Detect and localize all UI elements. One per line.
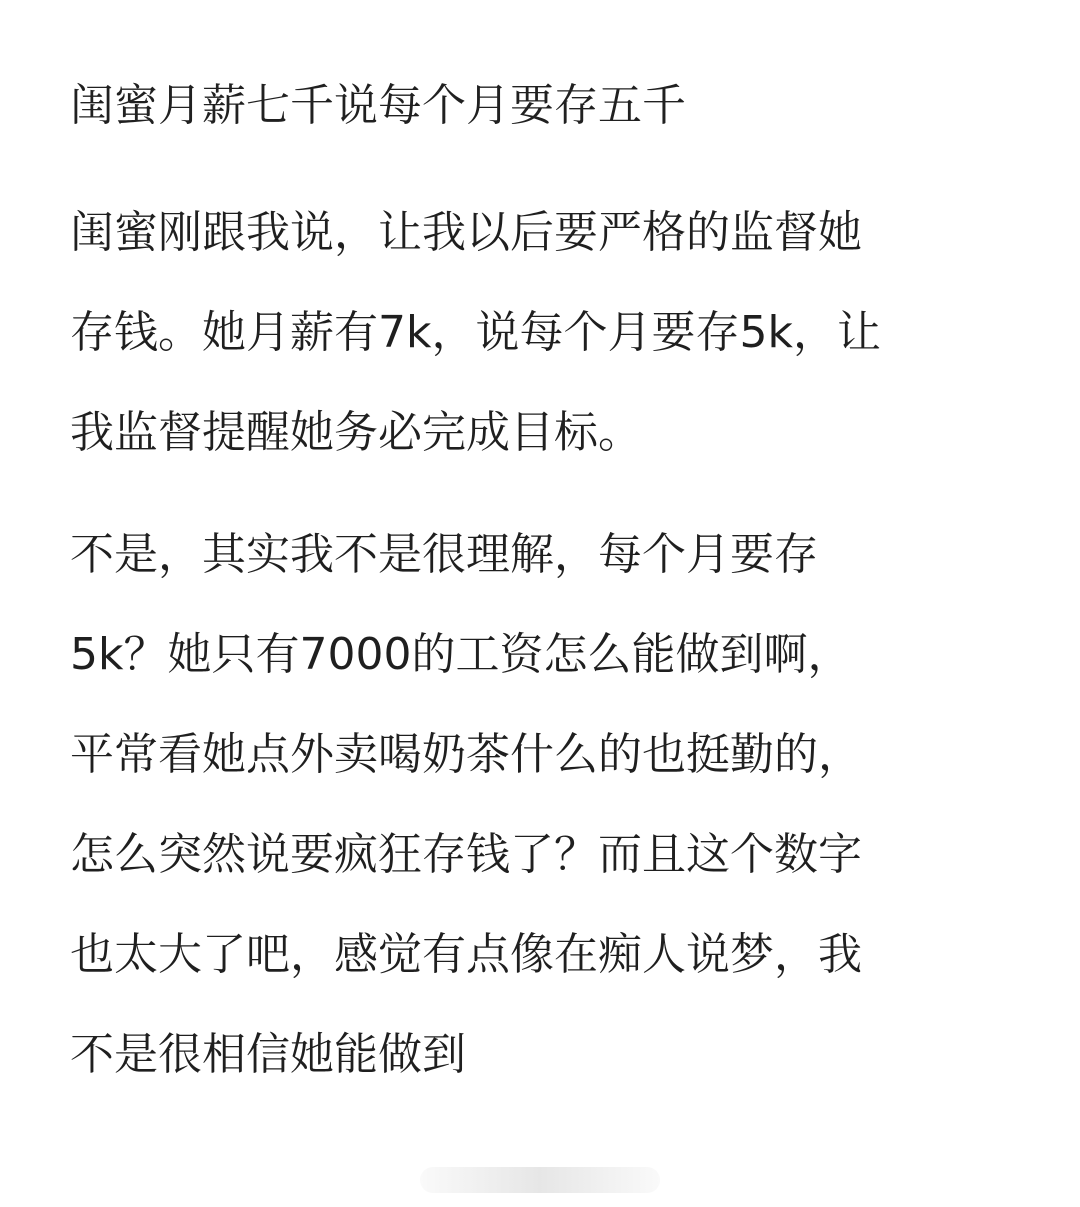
paragraph-line: 不是很相信她能做到 (70, 1029, 466, 1080)
paragraph-line: 平常看她点外卖喝奶茶什么的也挺勤的， (70, 729, 862, 780)
paragraph-line: 怎么突然说要疯狂存钱了？而且这个数字 (70, 829, 862, 880)
post-paragraph-2 (70, 505, 1030, 1105)
paragraph-line: 5k？她只有7000的工资怎么能做到啊， (70, 629, 852, 680)
post-paragraph-1 (70, 183, 1030, 483)
paragraph-line: 闺蜜刚跟我说，让我以后要严格的监督她 (70, 207, 862, 258)
paragraph-line: 也太大了吧，感觉有点像在痴人说梦，我 (70, 929, 862, 980)
blurred-watermark (420, 1167, 660, 1193)
paragraph-line: 我监督提醒她务必完成目标。 (70, 407, 642, 458)
paragraph-line: 不是，其实我不是很理解，每个月要存 (70, 529, 818, 580)
post-title: 闺蜜月薪七千说每个月要存五千 (70, 80, 686, 131)
paragraph-line: 存钱。她月薪有7k，说每个月要存5k，让 (70, 307, 881, 358)
